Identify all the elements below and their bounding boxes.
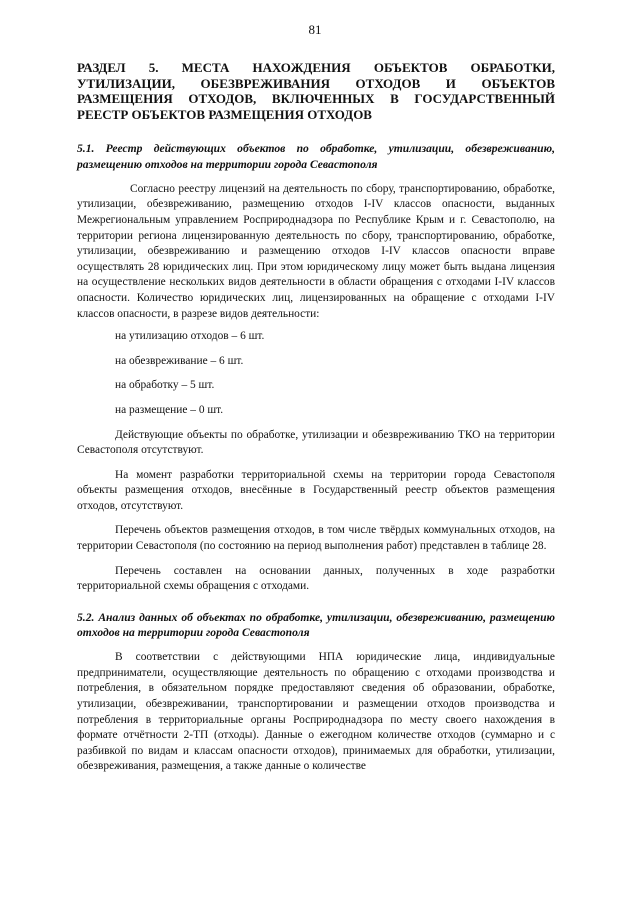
section-title: РАЗДЕЛ 5. МЕСТА НАХОЖДЕНИЯ ОБЪЕКТОВ ОБРАБОТКИ, УТИЛИЗАЦИИ, ОБЕЗВРЕЖИВАНИЯ ОТХОДОВ И ОБЪЕКТОВ РАЗМЕЩЕНИЯ ОТХОДОВ, ВКЛЮЧЕННЫХ В ГОСУДАРСТВЕННЫЙ РЕЕСТР ОБЪЕКТОВ РАЗМЕЩЕНИЯ ОТХОДОВ <box>77 60 555 122</box>
body-paragraph: Действующие объекты по обработке, утилизации и обезвреживанию ТКО на территории Севастополя отсутствуют. <box>77 428 555 457</box>
body-paragraph: Перечень объектов размещения отходов, в том числе твёрдых коммунальных отходов, на территории Севастополя (по состоянию на период выполнения работ) представлен в таблице 28. <box>77 524 555 553</box>
page-content <box>77 60 555 784</box>
list-item: на размещение – 0 шт. <box>115 403 224 416</box>
list-item: на утилизацию отходов – 6 шт. <box>115 330 265 343</box>
body-paragraph: Перечень составлен на основании данных, полученных в ходе разработки территориальной схемы обращения с отходами. <box>77 564 555 593</box>
list-item: на обезвреживание – 6 шт. <box>115 354 244 367</box>
body-paragraph: В соответствии с действующими НПА юридические лица, индивидуальные предприниматели, осуществляющие деятельность по обращению с отходами производства и потребления, в обязательном порядке предоставляют сведения об образовании, обработке, утилизации, обезвреживании, транспортировании и размещении отходов производства и потребления в территориальные органы Росприроднадзора по месту своего нахождения в формате отчётности 2-ТП (отходы). Данные о ежегодном количестве отходов (суммарно и с разбивкой по видам и классам опасности отходов), принимаемых для обработки, утилизации, обезвреживания, размещения, а также данные о количестве <box>77 651 555 773</box>
subsection-5-1-title: 5.1. Реестр действующих объектов по обработке, утилизации, обезвреживанию, размещению отходов на территории города Севастополя <box>77 142 555 171</box>
subsection-5-2-title: 5.2. Анализ данных об объектах по обработке, утилизации, обезвреживанию, размещению отходов на территории города Севастополя <box>77 610 555 640</box>
intro-paragraph: Согласно реестру лицензий на деятельность по сбору, транспортированию, обработке, утилизации, обезвреживанию, размещению отходов I-IV классов опасности, выданных Межрегиональным управлением Росприроднадзора по Республике Крым и г. Севастополю, на территории региона лицензированную деятельность по сбору, транспортированию, обработке, утилизации, обезвреживанию и размещению отходов I-IV классов опасности вправе осуществлять 28 юридических лиц. При этом юридическому лицу может быть выдана лицензия на осуществление нескольких видов деятельности в области обращения с отходами I-IV классов опасности. Количество юридических лиц, лицензированных на обращение с отходами I-IV классов опасности, в разрезе видов деятельности: <box>77 182 555 320</box>
body-paragraph: На момент разработки территориальной схемы на территории города Севастополя объекты размещения отходов, внесённые в Государственный реестр объектов размещения отходов, отсутствуют. <box>77 468 555 512</box>
page-number: 81 <box>308 22 322 37</box>
list-item: на обработку – 5 шт. <box>115 379 215 392</box>
